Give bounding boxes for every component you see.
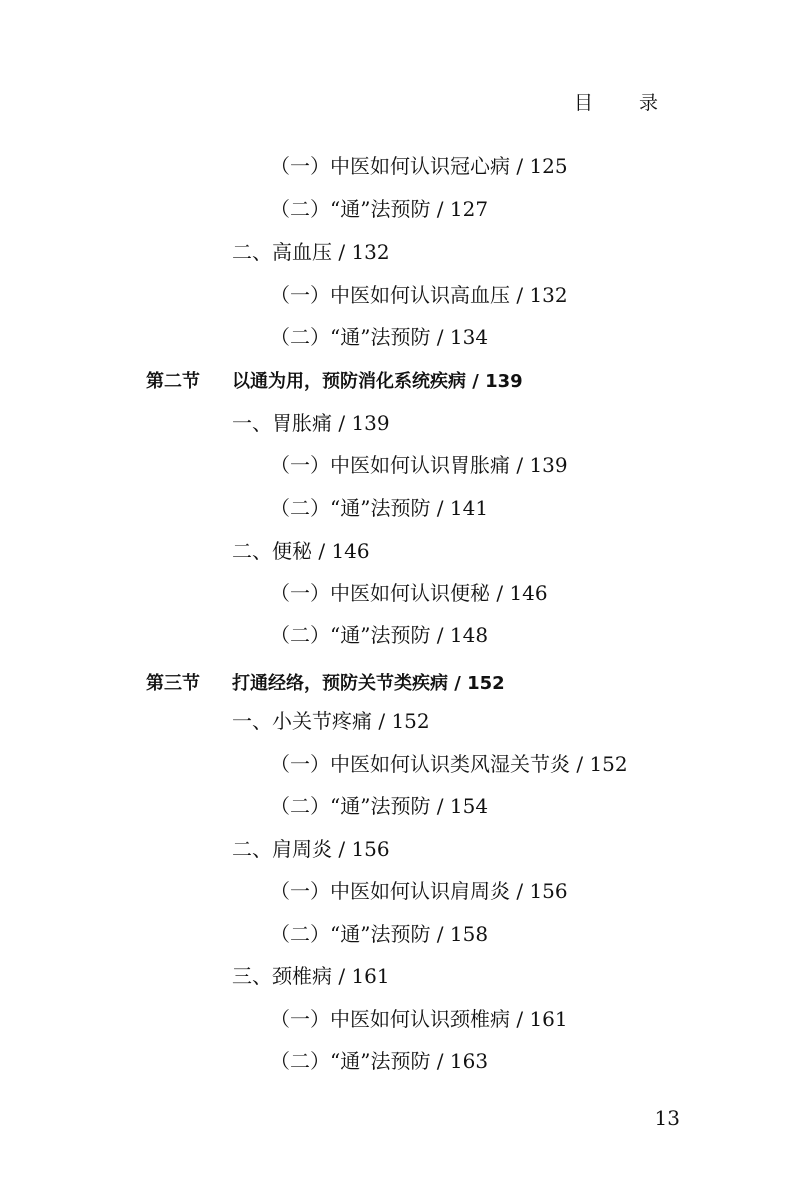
toc-section-entry bbox=[146, 368, 523, 396]
toc-sub-entry: （二）“通”法预防 / 148 bbox=[270, 623, 489, 647]
toc-sub-entry: （二）“通”法预防 / 154 bbox=[270, 794, 489, 818]
toc-sub-entry: （二）“通”法预防 / 163 bbox=[270, 1049, 489, 1073]
toc-sub-entry: （一）中医如何认识冠心病 / 125 bbox=[270, 154, 568, 178]
toc-section-title: 以通为用，预防消化系统疾病 / 139 bbox=[232, 371, 523, 392]
toc-sub-entry: （一）中医如何认识类风湿关节炎 / 152 bbox=[270, 752, 628, 776]
toc-sub-entry: （一）中医如何认识颈椎病 / 161 bbox=[270, 1007, 568, 1031]
toc-section-title: 打通经络，预防关节类疾病 / 152 bbox=[232, 673, 505, 694]
toc-sub-entry: （二）“通”法预防 / 134 bbox=[270, 325, 489, 349]
toc-item-entry: 一、小关节疼痛 / 152 bbox=[232, 709, 430, 733]
toc-sub-entry: （二）“通”法预防 / 141 bbox=[270, 496, 489, 520]
toc-sub-entry: （二）“通”法预防 / 127 bbox=[270, 197, 489, 221]
page-number: 13 bbox=[654, 1106, 680, 1130]
toc-section-label: 第二节 bbox=[146, 371, 200, 392]
toc-sub-entry: （一）中医如何认识高血压 / 132 bbox=[270, 283, 568, 307]
toc-sub-entry: （一）中医如何认识胃胀痛 / 139 bbox=[270, 453, 568, 477]
toc-sub-entry: （一）中医如何认识肩周炎 / 156 bbox=[270, 879, 568, 903]
toc-item-entry: 二、高血压 / 132 bbox=[232, 240, 390, 264]
toc-sub-entry: （一）中医如何认识便秘 / 146 bbox=[270, 581, 548, 605]
toc-section-label: 第三节 bbox=[146, 673, 200, 694]
page-header-title: 目 录 bbox=[573, 92, 678, 114]
toc-item-entry: 二、便秘 / 146 bbox=[232, 539, 370, 563]
toc-item-entry: 一、胃胀痛 / 139 bbox=[232, 411, 390, 435]
toc-item-entry: 二、肩周炎 / 156 bbox=[232, 837, 390, 861]
toc-item-entry: 三、颈椎病 / 161 bbox=[232, 964, 390, 988]
toc-sub-entry: （二）“通”法预防 / 158 bbox=[270, 922, 489, 946]
toc-section-entry bbox=[146, 670, 505, 698]
